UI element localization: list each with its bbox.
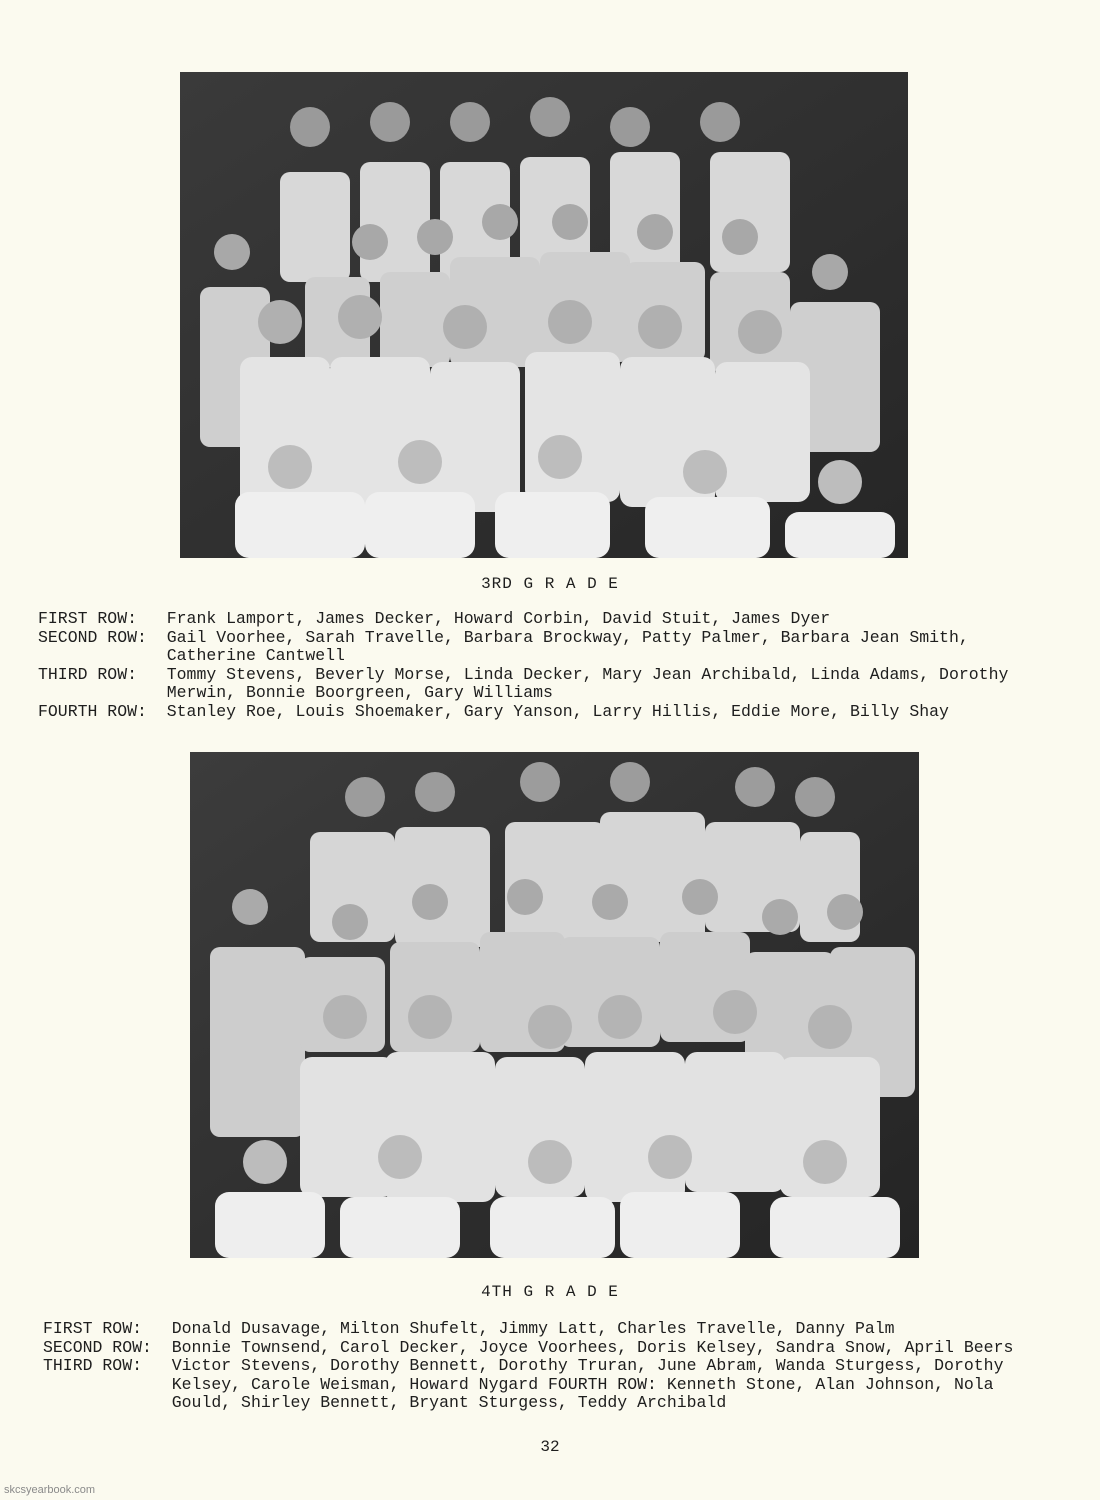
name-row	[38, 703, 1038, 722]
row-label: SECOND ROW:	[38, 627, 167, 647]
row-label: THIRD ROW:	[38, 664, 167, 684]
watermark: skcsyearbook.com	[4, 1484, 96, 1496]
row-names: Frank Lamport, James Decker, Howard Corbin, David Stuit, James Dyer	[166, 609, 831, 628]
row-names: Gail Voorhee, Sarah Travelle, Barbara Brockway, Patty Palmer, Barbara Jean Smith, Catherine Cantwell	[166, 627, 969, 665]
fourth-grade-name-list	[43, 1320, 1028, 1413]
fourth-grade-caption: 4TH G R A D E	[481, 1283, 619, 1301]
third-grade-class-photo	[180, 72, 908, 558]
row-label: THIRD ROW:	[43, 1356, 172, 1375]
fourth-grade-class-photo	[190, 752, 919, 1258]
row-names: Stanley Roe, Louis Shoemaker, Gary Yanson, Larry Hillis, Eddie More, Billy Shay	[166, 701, 949, 721]
row-names: Donald Dusavage, Milton Shufelt, Jimmy Latt, Charles Travelle, Danny Palm	[171, 1319, 895, 1338]
row-names: Victor Stevens, Dorothy Bennett, Dorothy Truran, June Abram, Wanda Sturgess, Dorothy Kelsey, Carole Weisman, Howard Nygard FOURTH ROW: Kenneth Stone, Alan Johnson, Nola Gould, Shirley Bennett, Bryant Sturgess, Teddy Archibald	[171, 1356, 1004, 1412]
row-label: FIRST ROW:	[38, 609, 167, 628]
third-grade-name-list	[38, 610, 1038, 721]
row-label: SECOND ROW:	[43, 1337, 172, 1357]
name-row	[38, 666, 1038, 703]
row-label: FOURTH ROW:	[38, 701, 167, 721]
name-row	[43, 1339, 1028, 1358]
row-names: Tommy Stevens, Beverly Morse, Linda Decker, Mary Jean Archibald, Linda Adams, Dorothy Merwin, Bonnie Boorgreen, Gary Williams	[166, 664, 1009, 702]
name-row	[43, 1320, 1028, 1339]
name-row	[38, 629, 1038, 666]
name-row	[43, 1357, 1028, 1413]
third-grade-caption: 3RD G R A D E	[481, 575, 619, 593]
row-label: FIRST ROW:	[43, 1319, 172, 1338]
row-names: Bonnie Townsend, Carol Decker, Joyce Voorhees, Doris Kelsey, Sandra Snow, April Beers	[171, 1337, 1014, 1357]
page-number: 32	[540, 1438, 560, 1456]
name-row	[38, 610, 1038, 629]
